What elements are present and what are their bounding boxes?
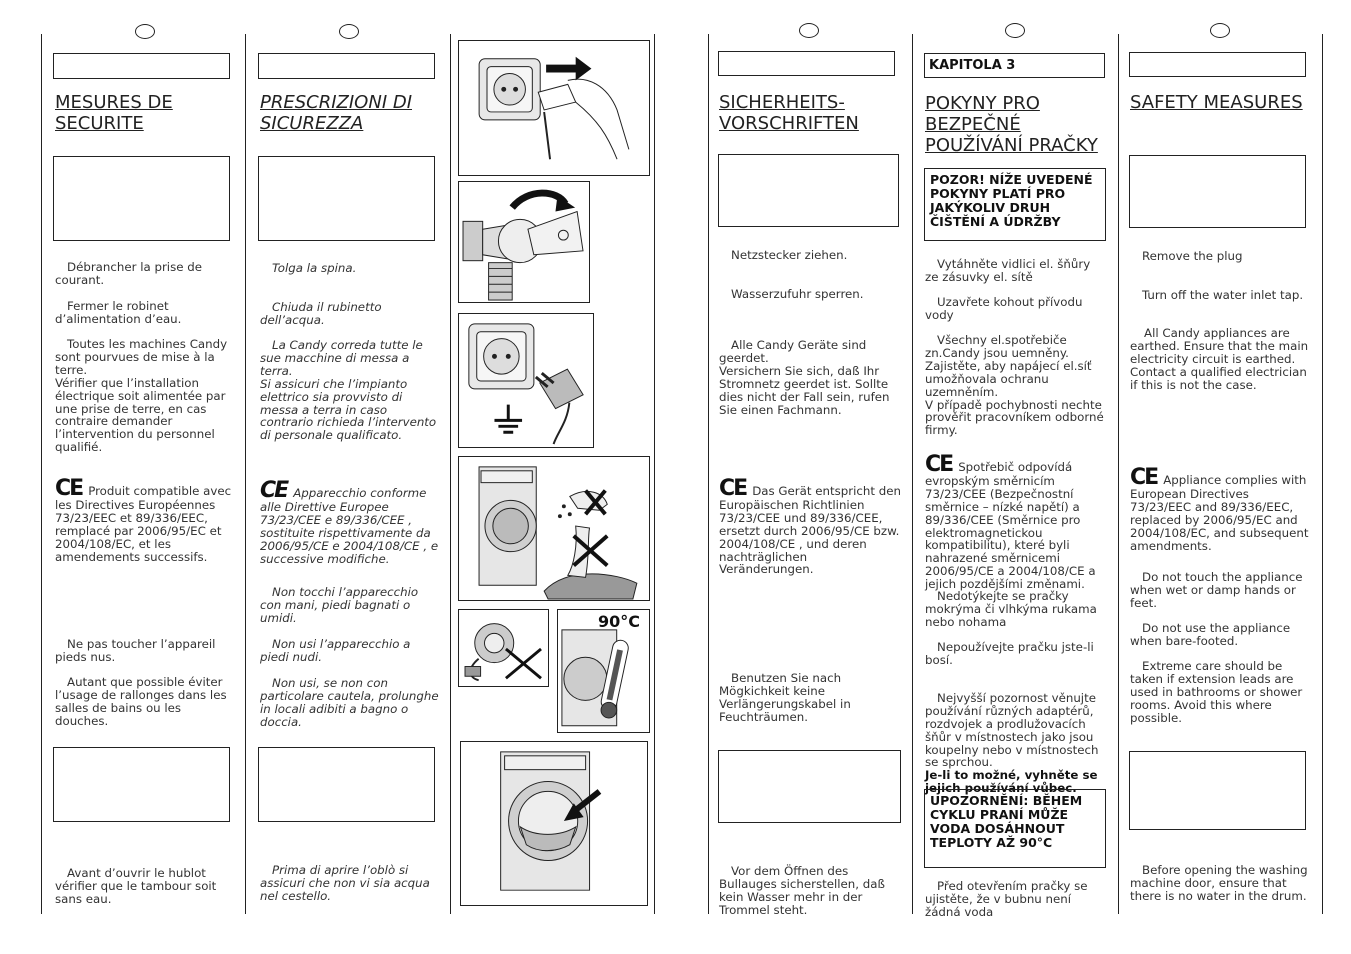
chapter-box [718, 51, 895, 76]
section-title: PRESCRIZIONI DI SICUREZZA [260, 92, 413, 134]
ce-mark-icon: CE [55, 475, 83, 501]
wet-hands-feet-warning-illustration [458, 456, 650, 601]
paragraph: Ne pas toucher l’appareil pieds nus. [55, 637, 216, 664]
temperature-label: 90°C [598, 612, 641, 631]
paragraph: Do not touch the appliance when wet or damp hands or feet. [1130, 570, 1303, 610]
paragraph [719, 466, 903, 576]
paragraph: Fermer le robinet d’alimentation d’eau. [55, 299, 182, 326]
language-marker [339, 24, 359, 39]
column-divider [708, 34, 709, 914]
warning-box [718, 154, 899, 227]
warning-box [53, 747, 230, 822]
column-divider [1322, 34, 1323, 914]
paragraph: Non tocchi l’apparecchio con mani, piedi bagnati o umidi. [260, 585, 419, 625]
paragraph: Turn off the water inlet tap. [1142, 288, 1304, 302]
ce-mark-icon: CE [1130, 464, 1158, 490]
paragraph: Non usi, se non con particolare cautela, prolunghe in locali adibiti a bagno o doccia. [260, 676, 439, 729]
paragraph: Benutzen Sie nach Mögkichkeit keine Verlängerungskabel in Feuchträumen. [719, 671, 851, 724]
ce-mark-icon: CE [925, 451, 953, 477]
paragraph: Alle Candy Geräte sind geerdet. Versichern Sie sich, daß Ihr Stromnetz geerdet ist. Sollte dies nicht der Fall sein, rufen Sie einen Fachmann. [719, 338, 890, 417]
paragraph: Before opening the washing machine door, ensure that there is no water in the drum. [1130, 863, 1308, 903]
paragraph: Vytáhněte vidlici el. šňůry ze zásuvky el. sítě [925, 257, 1091, 284]
paragraph: La Candy correda tutte le sue macchine di messa a terra. Si assicuri che l’impianto elettrico sia provvisto di messa a terra in caso contrario richieda l’intervento di personale qualificato. [260, 338, 437, 443]
ce-text: Spotřebič odpovídá evropským směrnicím 73/23/CEE (Bezpečnostní směrnice – nízké napětí) a 89/336/CEE (Směrnice pro elektromagnetickou kompatibilitu), které byli nahrazené směrnicemi 2006/95/CE a 2004/108/CE a jejich pozdějšími změnami. [925, 459, 1096, 592]
paragraph: Prima di aprire l’oblò si assicuri che non vi sia acqua nel cestello. [260, 863, 430, 903]
paragraph: Nedotýkejte se pračky mokrýma či vlhkýma rukama nebo nohama [925, 589, 1097, 629]
column-divider [912, 34, 913, 914]
language-marker [799, 23, 819, 38]
warning-box [258, 156, 435, 241]
paragraph: Avant d’ouvrir le hublot vérifier que le tambour soit sans eau. [55, 866, 217, 906]
chapter-label: KAPITOLA 3 [929, 58, 1016, 73]
warning-box [1129, 155, 1306, 228]
language-marker [1210, 23, 1230, 38]
warning-box [53, 156, 230, 241]
warning-box [1129, 751, 1306, 830]
ce-text: Das Gerät entspricht den Europäischen Richtlinien 73/23/CEE und 89/336/CEE, ersetzt durch 2006/95/CE bzw. 2004/108/CE , und deren nachträglichen Veränderungen. [719, 483, 901, 577]
paragraph: Vor dem Öffnen des Bullauges sicherstellen, daß kein Wasser mehr in der Trommel steht. [719, 864, 885, 917]
ce-text: Produit compatible avec les Directives Européennes 73/23/EEC et 89/336/EEC, remplacé par 2006/95/EC et 2004/108/EC, et les amendements successifs. [55, 483, 232, 564]
column-divider [245, 34, 246, 914]
section-title: SAFETY MEASURES [1130, 92, 1303, 113]
column-divider [654, 34, 655, 914]
section-title: POKYNY PRO BEZPEČNÉ POUŽÍVÁNÍ PRAČKY [925, 93, 1098, 156]
paragraph: Débrancher la prise de courant. [55, 260, 202, 287]
paragraph: Autant que possible éviter l’usage de rallonges dans les salles de bains ou les douches. [55, 675, 227, 728]
ce-mark-icon: CE [260, 477, 288, 503]
extension-lead-warning-illustration [458, 609, 549, 687]
cleaning-warning-box: POZOR! NÍŽE UVEDENÉ POKYNY PLATÍ PRO JAKÝKOLIV DRUH ČIŠTĚNÍ A ÚDRŽBY [924, 168, 1106, 241]
column-divider [1118, 34, 1119, 914]
column-divider [450, 34, 451, 914]
section-title: SICHERHEITS- VORSCHRIFTEN [719, 92, 859, 134]
drum-empty-check-illustration [460, 741, 648, 906]
ce-text: Appliance complies with European Directives 73/23/EEC and 89/336/EEC, replaced by 2006/95/EC and 2004/108/EC, and subsequent amendments. [1130, 472, 1309, 553]
water-tap-illustration [458, 181, 590, 303]
chapter-box [1129, 52, 1306, 77]
section-title: MESURES DE SECURITE [55, 92, 173, 134]
paragraph: Chiuda il rubinetto dell’acqua. [260, 300, 382, 327]
paragraph: Uzavřete kohout přívodu vody [925, 295, 1083, 322]
language-marker [135, 24, 155, 39]
paragraph: Remove the plug [1142, 249, 1243, 263]
warning-box [258, 747, 435, 822]
unplug-illustration [458, 40, 650, 176]
paragraph: Nepoužívejte pračku jste-li bosí. [925, 640, 1094, 667]
column-divider [41, 34, 42, 914]
hot-water-warning-box: UPOZORNĚNÍ: BĚHEM CYKLU PRANÍ MŮŽE VODA DOSÁHNOUT TEPLOTY AŽ 90°C [924, 789, 1106, 868]
paragraph [1130, 455, 1312, 552]
paragraph: Toutes les machines Candy sont pourvues de mise à la terre. Vérifier que l’installation électrique soit alimentée par une prise de terre, en cas contraire demander l’intervention du personnel qualifié. [55, 337, 228, 455]
paragraph: Netzstecker ziehen. [731, 248, 848, 262]
extension-text: Nejvyšší pozornost věnujte používání různých adaptérů, rozdvojek a prodlužovacích šňůr v místnostech jako jsou koupelny nebo v místnostech se sprchou. [925, 690, 1099, 770]
paragraph: Všechny el.spotřebiče zn.Candy jsou uemněny. Zajistěte, aby napájecí el.síť umožňovala ochranu uzemněním. V případě pochybnosti nechte prověřit pracovníkem odborné firmy. [925, 333, 1104, 438]
paragraph [260, 468, 440, 565]
extension-emphasis: Je-li to možné, vyhněte se jejich používání vůbec. [925, 768, 1098, 796]
paragraph: Tolga la spina. [272, 261, 357, 275]
earthed-socket-illustration [458, 313, 594, 448]
paragraph: Před otevřením pračky se ujistěte, že v bubnu není žádná voda [925, 879, 1088, 919]
warning-box [718, 750, 901, 823]
paragraph: Do not use the appliance when bare-footed. [1130, 621, 1291, 648]
chapter-box [258, 53, 435, 79]
chapter-box [53, 53, 230, 79]
paragraph [925, 442, 1107, 591]
paragraph: All Candy appliances are earthed. Ensure that the main electricity circuit is earthed. Contact a qualified electrician if this is not the case. [1130, 326, 1309, 392]
paragraph [925, 679, 1109, 795]
ce-text: Apparecchio conforme alle Direttive Europee 73/23/CEE e 89/336/CEE , sostituite rispettivamente da 2006/95/CE e 2004/108/CE , e successive modifiche. [260, 485, 439, 566]
ce-mark-icon: CE [719, 475, 747, 501]
language-marker [1005, 23, 1025, 38]
paragraph: Non usi l’apparecchio a piedi nudi. [260, 637, 411, 664]
paragraph [55, 466, 235, 563]
paragraph: Wasserzufuhr sperren. [731, 287, 864, 301]
paragraph: Extreme care should be taken if extension leads are used in bathrooms or shower rooms. Avoid this where possible. [1130, 659, 1303, 725]
